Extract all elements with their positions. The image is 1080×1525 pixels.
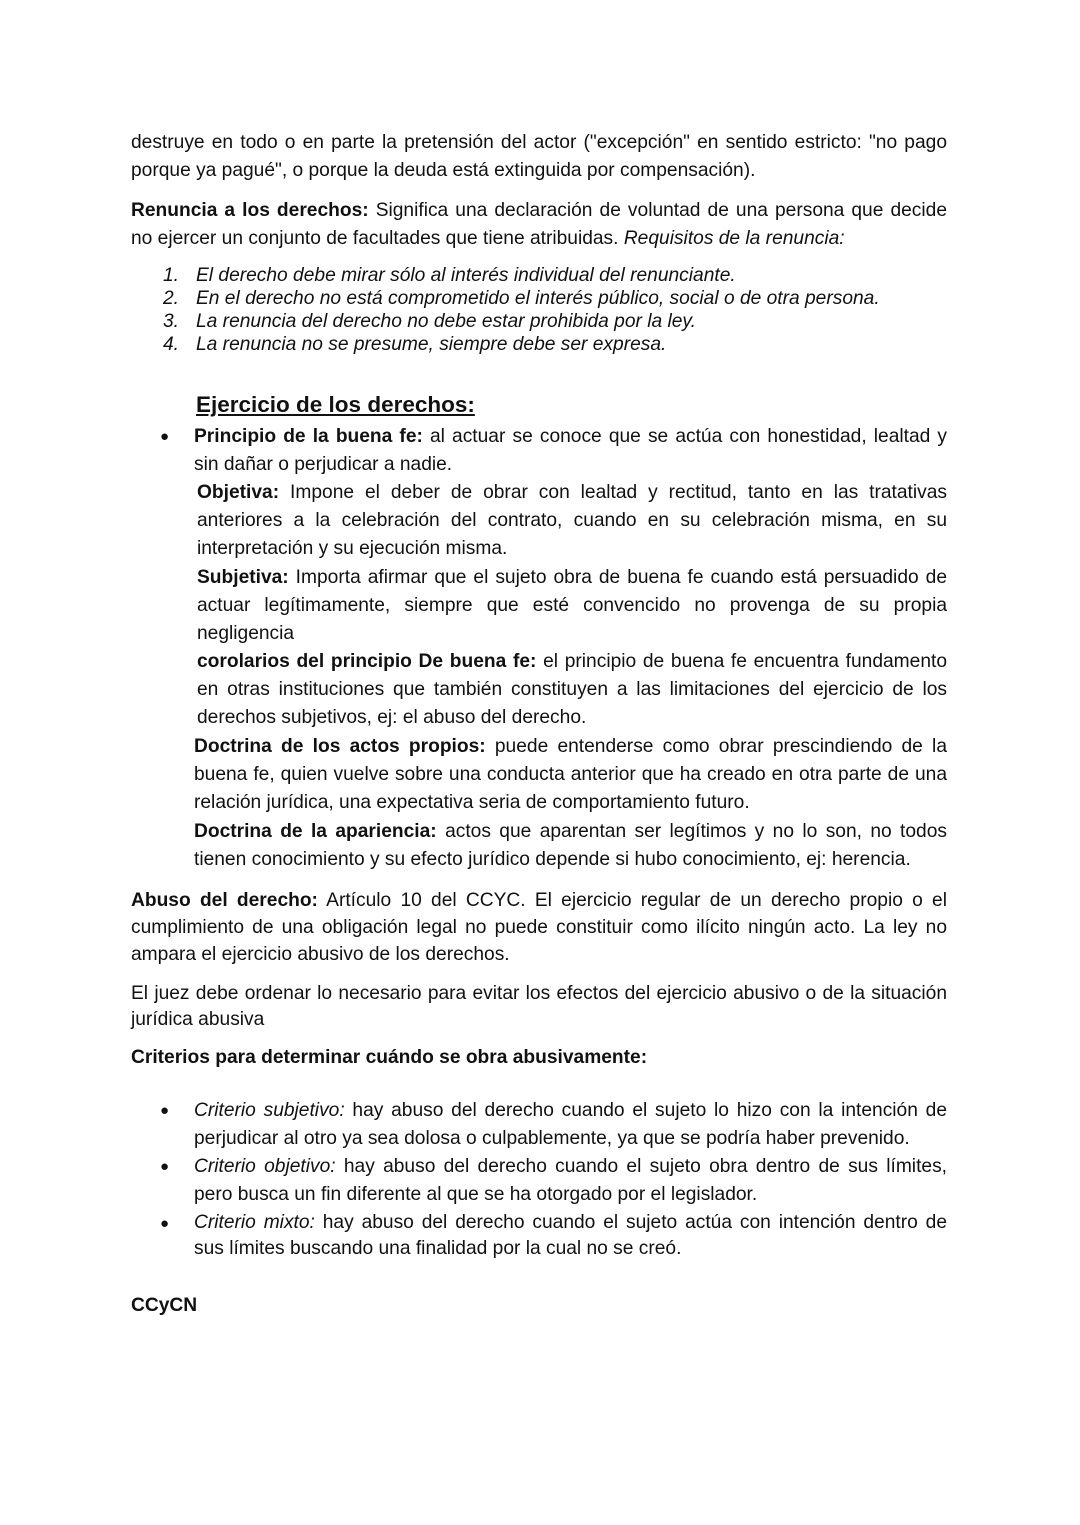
criterios-title [131,1044,947,1072]
paragraph-objetiva [197,479,947,563]
list-text: El derecho debe mirar sólo al interés individual del renunciante. [196,265,736,286]
criterios-heading: Criterios para determinar cuándo se obra abusivamente: [131,1047,648,1068]
term: Doctrina de los actos propios: [194,736,486,757]
bullet-icon: ● [160,1158,170,1175]
bullet-icon: ● [160,1102,170,1119]
criterio-item [194,1210,947,1262]
criterio-item [194,1153,947,1209]
bullet-icon: ● [160,428,170,445]
list-item [163,333,963,356]
criterio-label: Criterio subjetivo: [194,1100,345,1121]
definition: Importa afirmar que el sujeto obra de buena fe cuando está persuadido de actuar legítimamente, siempre que esté convencido no provenga de su propia negligencia [197,567,947,644]
definition: Artículo 10 del CCYC. El ejercicio regular de un derecho propio o el cumplimiento de una obligación legal no puede constituir como ilícito ningún acto. La ley no ampara el ejercicio abusivo de los derechos. [131,890,947,965]
footer-label: CCyCN [131,1295,198,1316]
definition: el principio de buena fe encuentra fundamento en otras instituciones que también constituyen a las limitaciones del ejercicio de los derechos subjetivos, ej: el abuso del derecho. [197,651,947,728]
paragraph-excepcion: destruye en todo o en parte la pretensión del actor ("excepción" en sentido estricto: "no pago porque ya pagué", o porque la deuda está extinguida por compensación). [131,132,947,181]
list-text: En el derecho no está comprometido el interés público, social o de otra persona. [196,288,880,309]
term: Objetiva: [197,482,280,503]
list-number: 1. [163,265,180,286]
paragraph-subjetiva [197,564,947,648]
footer-ccycn [131,1292,947,1320]
term: Subjetiva: [197,567,289,588]
renuncia-requisitos: Requisitos de la renuncia: [623,228,845,249]
criterio-label: Criterio objetivo: [194,1156,336,1177]
renuncia-text: Significa una declaración de voluntad de una persona que decide no ejercer un conjunto de facultades que tiene atribuidas. [131,200,948,249]
term: Principio de la buena fe: [194,426,423,447]
term: Abuso del derecho: [131,890,318,911]
paragraph-corolarios [197,648,947,732]
paragraph-actos-propios [194,733,947,817]
criterio-item [194,1097,947,1153]
section-heading: Ejercicio de los derechos: [196,392,475,417]
term: corolarios del principio De buena fe: [197,651,537,672]
criterio-text: hay abuso del derecho cuando el sujeto obra dentro de sus límites, pero busca un fin diferente al que se ha otorgado por el legislador. [194,1156,947,1205]
list-item [163,264,963,287]
definition: Impone el deber de obrar con lealtad y rectitud, tanto en las tratativas anteriores a la celebración del contrato, cuando en su celebración misma, en su interpretación y su ejecución misma. [197,482,947,559]
paragraph-apariencia [194,818,947,874]
criterio-text: hay abuso del derecho cuando el sujeto actúa con intención dentro de sus límites buscando una finalidad por la cual no se creó. [194,1212,947,1259]
list-text: La renuncia no se presume, siempre debe ser expresa. [196,334,667,355]
criterio-label: Criterio mixto: [194,1212,315,1233]
list-number: 4. [163,334,180,355]
definition: puede entenderse como obrar prescindiendo de la buena fe, quien vuelve sobre una conducta anterior que ha creado en otra parte de una relación jurídica, una expectativa seria de comportamiento futuro. [194,736,947,813]
paragraph-buena-fe [194,423,947,479]
paragraph-juez: El juez debe ordenar lo necesario para evitar los efectos del ejercicio abusivo o de la situación jurídica abusiva [131,983,947,1030]
list-number: 3. [163,311,180,332]
list-number: 2. [163,288,180,309]
definition: al actuar se conoce que se actúa con honestidad, lealtad y sin dañar o perjudicar a nadie. [194,426,948,475]
bullet-icon: ● [160,1215,170,1232]
definition: actos que aparentan ser legítimos y no lo son, no todos tienen conocimiento y su efecto jurídico depende si hubo conocimiento, ej: herencia. [194,821,947,870]
paragraph-renuncia [131,197,947,253]
list-item [163,287,963,310]
paragraph-abuso [131,887,947,968]
list-item [163,310,963,333]
term: Doctrina de la apariencia: [194,821,437,842]
list-text: La renuncia del derecho no debe estar prohibida por la ley. [196,311,696,332]
renuncia-title: Renuncia a los derechos: [131,200,369,221]
criterio-text: hay abuso del derecho cuando el sujeto lo hizo con la intención de perjudicar al otro ya sea dolosa o culpablemente, ya que se podría haber prevenido. [194,1100,947,1149]
